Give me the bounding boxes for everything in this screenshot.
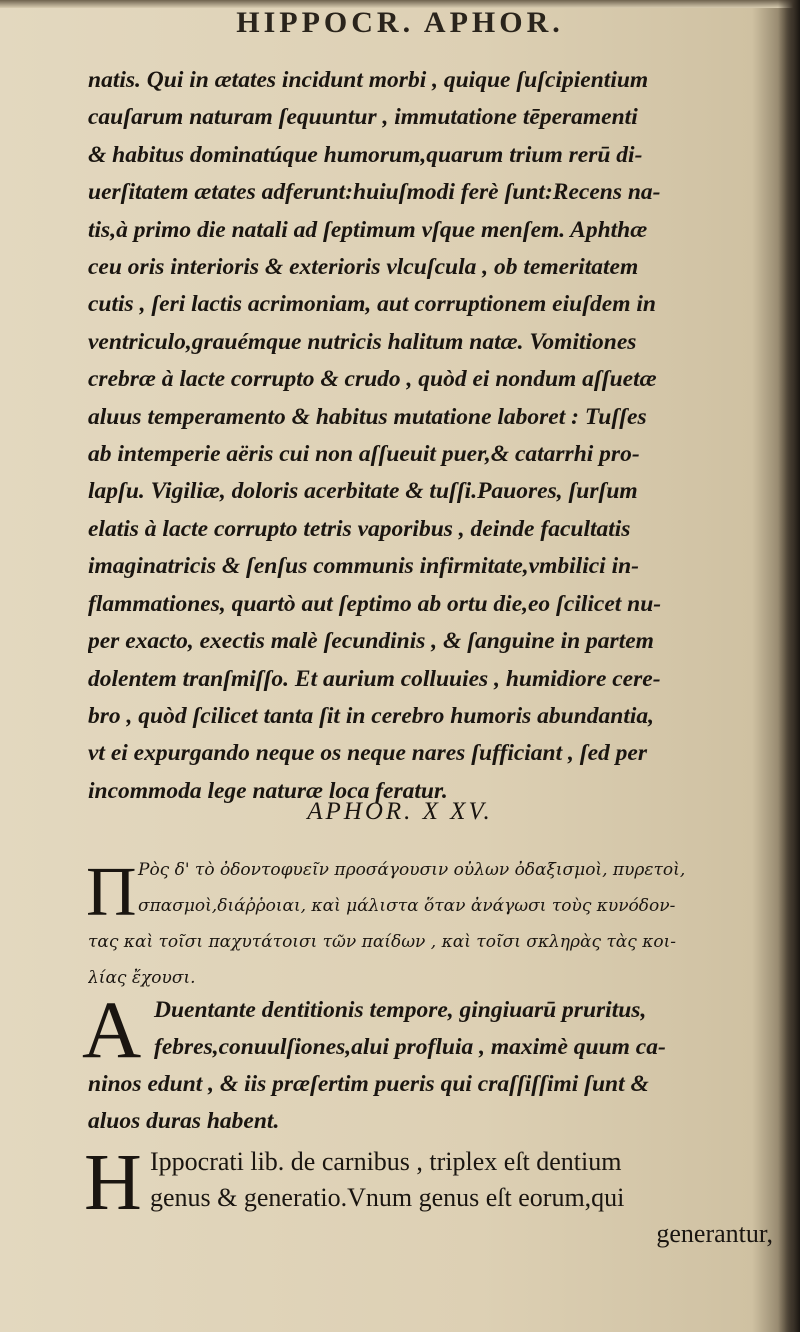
text-line: uerſitatem ætates adferunt:huiuſmodi ferè ſunt:Recens na- <box>88 179 661 206</box>
text-line: elatis à lacte corrupto tetris vaporibus , deinde facultatis <box>88 515 631 542</box>
text-line: vt ei expurgando neque os neque nares ſufficiant , ſed per <box>88 740 647 767</box>
text-line: natis. Qui in ætates incidunt morbi , quique ſuſcipientium <box>88 67 649 93</box>
text-line: bro , quòd ſcilicet tanta ſit in cerebro humoris abundantia, <box>88 702 655 729</box>
catchword: generantur, <box>656 1219 773 1248</box>
running-head: HIPPOCR. APHOR. <box>236 6 564 39</box>
text-line: ceu oris interioris & exterioris vlcuſcula , ob temeritatem <box>88 254 639 281</box>
text-line: tis,à primo die natali ad ſeptimum vſque menſem. Aphthæ <box>88 216 648 243</box>
paragraph-commentary-ages <box>88 62 768 810</box>
greek-line: Ρὸς δ' τὸ ὀδοντοφυεῖν προσάγουσιν οὐλων ὀδαξισμοὶ, πυρετοὶ, <box>138 860 686 880</box>
greek-line: λίας ἔχουσι. <box>88 968 196 988</box>
greek-aphorism <box>88 852 768 996</box>
latin-line: aluos duras habent. <box>88 1108 280 1134</box>
commentary-line: Ippocrati lib. de carnibus , triplex eſt dentium <box>150 1147 622 1176</box>
text-line: incommoda lege naturæ loca feratur. <box>88 777 448 804</box>
latin-line: febres,conuulſiones,alui profluia , maximè quum ca- <box>154 1034 666 1060</box>
text-line: aluus temperamento & habitus mutatione laboret : Tuſſes <box>88 403 647 430</box>
latin-line: ninos edunt , & iis præſertim pueris qui craſſiſſimi ſunt & <box>88 1071 649 1097</box>
latin-line: Duentante dentitionis tempore, gingiuarū pruritus, <box>154 997 647 1023</box>
text-line: flammationes, quartò aut ſeptimo ab ortu die,eo ſcilicet nu- <box>88 590 662 617</box>
greek-line: σπασμοὶ,διάῤῥοιαι, καὶ μάλιστα ὅταν ἀνάγωσι τοὺς κυνόδον- <box>138 896 676 916</box>
commentary-line: genus & generatio.Vnum genus eſt eorum,qui <box>150 1183 625 1212</box>
greek-line: τας καὶ τοῖσι παχυτάτοισι τῶν παίδων , καὶ τοῖσι σκληρὰς τὰς κοι- <box>88 932 676 952</box>
text-line: crebræ à lacte corrupto & crudo , quòd ei nondum aſſuetæ <box>88 366 657 393</box>
text-line: & habitus dominatúque humorum,quarum trium rerū di- <box>88 141 643 168</box>
text-line: imaginatricis & ſenſus communis infirmitate,vmbilici in- <box>88 553 639 580</box>
latin-dropcap: A <box>82 984 142 1075</box>
commentary-dentition <box>88 1144 783 1252</box>
text-line: dolentem tranſmiſſo. Et aurium colluuies , humidiore cere- <box>88 665 661 692</box>
greek-dropcap: Π <box>86 854 137 931</box>
text-line: ventriculo,grauémque nutricis halitum natæ. Vomitiones <box>88 328 637 355</box>
text-line: cauſarum naturam ſequuntur , immutatione tēperamenti <box>88 104 638 131</box>
commentary-dropcap: H <box>84 1139 142 1227</box>
text-line: per exacto, exectis malè ſecundinis , & ſanguine in partem <box>88 628 654 655</box>
text-line: cutis , ſeri lactis acrimoniam, aut corruptionem eiuſdem in <box>88 291 656 318</box>
text-line: lapſu. Vigiliæ, doloris acerbitate & tuſſi.Pauores, ſurſum <box>88 478 638 505</box>
latin-translation <box>88 992 768 1140</box>
page-gutter-shadow <box>778 0 800 1332</box>
aphorism-heading: APHOR. X XV. <box>307 798 493 825</box>
text-line: ab intemperie aëris cui non aſſueuit puer,& catarrhi pro- <box>88 441 640 468</box>
